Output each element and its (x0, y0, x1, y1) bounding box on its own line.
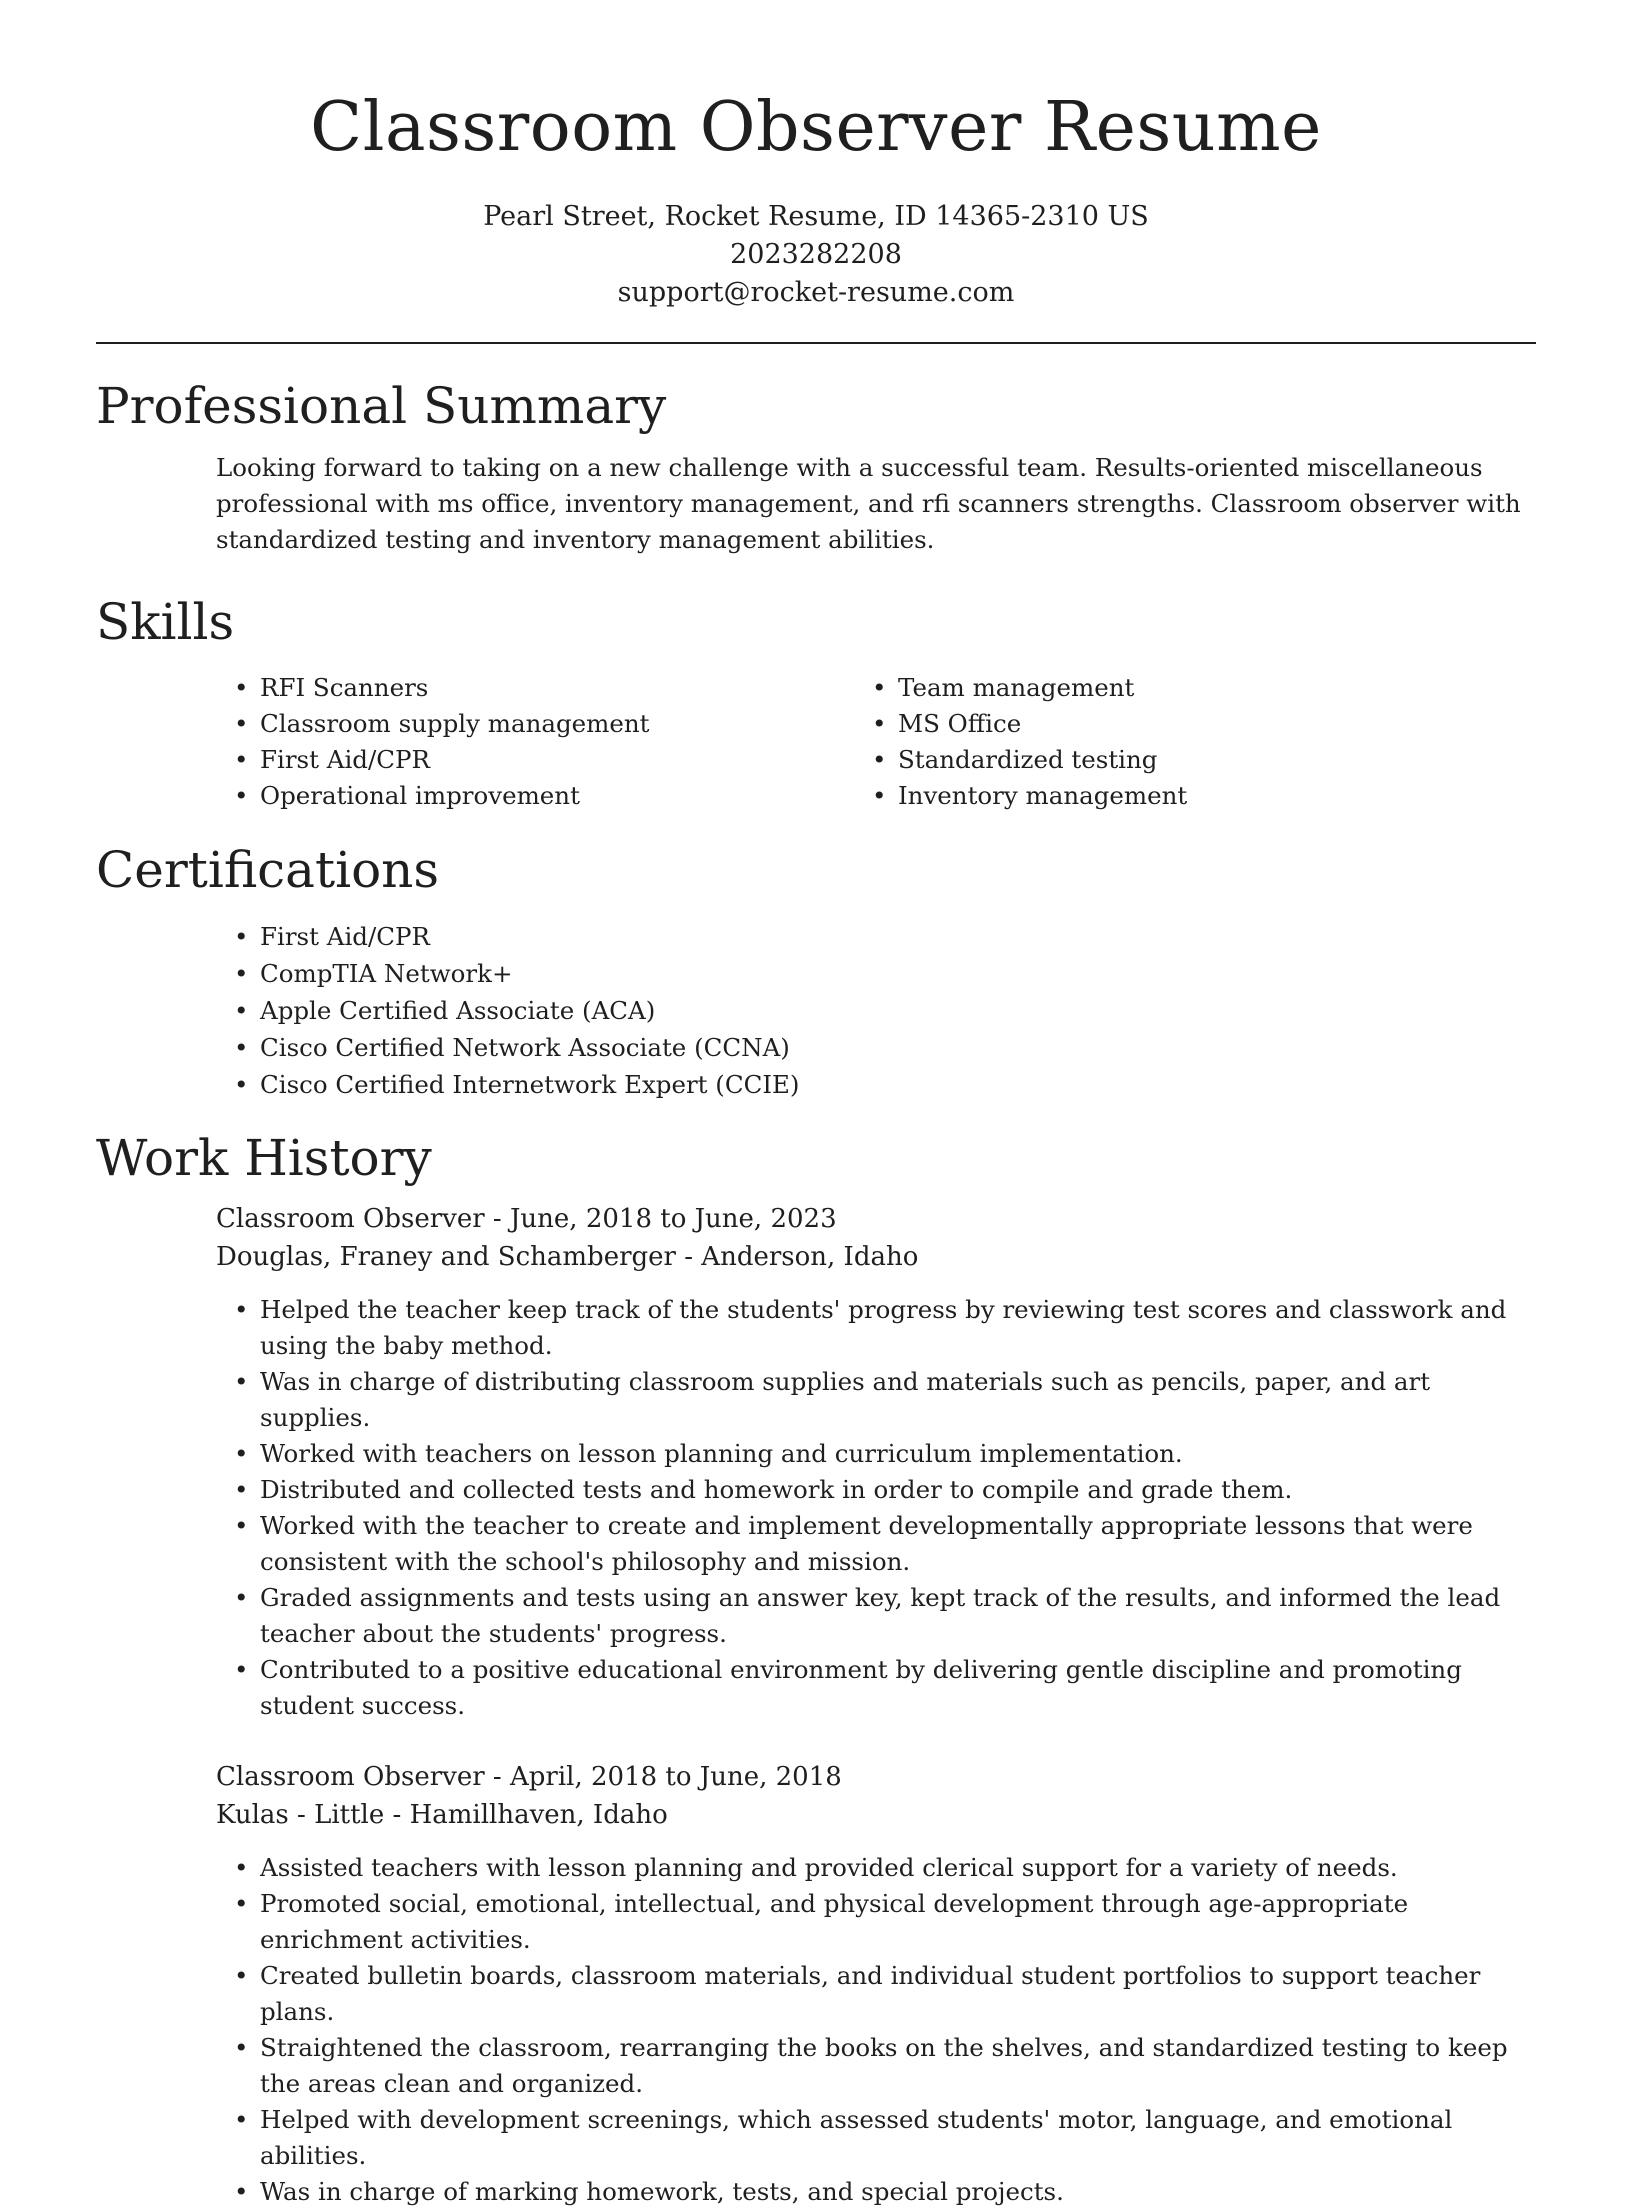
bullet-icon: • (234, 1511, 249, 1540)
address-text: Pearl Street, Rocket Resume, ID 14365-2310 US (483, 201, 1149, 232)
bullet-icon: • (234, 959, 249, 988)
job-duty-text: Distributed and collected tests and homework in order to compile and grade them. (260, 1475, 1293, 1504)
job-duties-list (234, 1292, 1536, 1724)
bullet-icon: • (872, 781, 887, 810)
skill-item (872, 742, 1536, 778)
work-history-section (96, 1128, 1536, 2210)
job-duty-item (234, 1580, 1536, 1652)
job-duty-text: Was in charge of distributing classroom supplies and materials such as pencils, paper, and art supplies. (260, 1367, 1431, 1432)
bullet-icon: • (234, 996, 249, 1025)
certification-item (234, 1029, 1536, 1066)
skills-columns (234, 670, 1536, 814)
certification-item (234, 918, 1536, 955)
skill-item (234, 706, 898, 742)
certifications-list (234, 918, 1536, 1103)
summary-text: Looking forward to taking on a new challenge with a successful team. Results-oriented miscellaneous professional with ms office, inventory management, and rfi scanners strengths. Classroom observer with standardized testing and inventory management abilities. (216, 453, 1521, 554)
job-duty-text: Promoted social, emotional, intellectual, and physical development through age-appropriate enrichment activities. (260, 1889, 1409, 1954)
job-duty-item (234, 2174, 1536, 2210)
certifications-section (96, 840, 1536, 1103)
bullet-icon: • (234, 2105, 249, 2134)
job-company-line: Douglas, Franey and Schamberger - Anderson, Idaho (216, 1242, 919, 1272)
skills-heading: Skills (96, 593, 235, 651)
skill-label: Operational improvement (260, 781, 580, 810)
job-duty-item (234, 1508, 1536, 1580)
certification-item (234, 992, 1536, 1029)
bullet-icon: • (234, 709, 249, 738)
certification-item (234, 955, 1536, 992)
skills-section (96, 592, 1536, 814)
certification-label: CompTIA Network+ (260, 959, 513, 988)
skill-label: Inventory management (898, 781, 1188, 810)
skill-label: First Aid/CPR (260, 745, 430, 774)
bullet-icon: • (234, 1475, 249, 1504)
job-duty-text: Straightened the classroom, rearranging the books on the shelves, and standardized testing to keep the areas clean and organized. (260, 2033, 1508, 2098)
summary-heading: Professional Summary (96, 377, 667, 435)
bullet-icon: • (234, 1295, 249, 1324)
job-duty-item (234, 1958, 1536, 2030)
job-company-line: Kulas - Little - Hamillhaven, Idaho (216, 1800, 668, 1830)
skill-label: Classroom supply management (260, 709, 650, 738)
bullet-icon: • (234, 1961, 249, 1990)
bullet-icon: • (872, 745, 887, 774)
bullet-icon: • (234, 2033, 249, 2062)
job-duty-text: Graded assignments and tests using an answer key, kept track of the results, and informed the lead teacher about the students' progress. (260, 1583, 1501, 1648)
job-duty-item (234, 1364, 1536, 1436)
bullet-icon: • (234, 2177, 249, 2206)
certification-label: Apple Certified Associate (ACA) (260, 996, 656, 1025)
email-text: support@rocket-resume.com (617, 277, 1015, 308)
job-duty-item (234, 2102, 1536, 2174)
bullet-icon: • (234, 781, 249, 810)
job-duty-text: Helped with development screenings, which assessed students' motor, language, and emotional abilities. (260, 2105, 1453, 2170)
skill-label: RFI Scanners (260, 673, 429, 702)
bullet-icon: • (234, 1655, 249, 1684)
job-duty-text: Worked with the teacher to create and implement developmentally appropriate lessons that were consistent with the school's philosophy and mission. (260, 1511, 1473, 1576)
skills-list-left (234, 670, 898, 814)
skill-item (872, 670, 1536, 706)
bullet-icon: • (234, 1367, 249, 1396)
bullet-icon: • (234, 922, 249, 951)
skill-label: MS Office (898, 709, 1022, 738)
resume-header (0, 0, 1632, 312)
skill-item (872, 706, 1536, 742)
job-entry (216, 1200, 1536, 1724)
bullet-icon: • (234, 1583, 249, 1612)
work-history-heading: Work History (96, 1129, 432, 1187)
resume-title: Classroom Observer Resume (310, 88, 1322, 167)
certification-label: Cisco Certified Internetwork Expert (CCIE) (260, 1070, 800, 1099)
certification-item (234, 1066, 1536, 1103)
bullet-icon: • (234, 1439, 249, 1468)
certification-label: First Aid/CPR (260, 922, 430, 951)
job-duty-item (234, 1886, 1536, 1958)
summary-section (96, 376, 1536, 558)
header-divider (96, 342, 1536, 344)
job-duty-text: Worked with teachers on lesson planning and curriculum implementation. (260, 1439, 1183, 1468)
job-duty-item (234, 1850, 1536, 1886)
bullet-icon: • (872, 673, 887, 702)
job-duty-item (234, 2030, 1536, 2102)
skill-label: Standardized testing (898, 745, 1158, 774)
job-duty-item (234, 1472, 1536, 1508)
skill-label: Team management (898, 673, 1135, 702)
bullet-icon: • (234, 673, 249, 702)
job-duty-item (234, 1652, 1536, 1724)
skills-list-right (872, 670, 1536, 814)
bullet-icon: • (234, 1070, 249, 1099)
skill-item (234, 778, 898, 814)
job-duty-text: Assisted teachers with lesson planning and provided clerical support for a variety of needs. (260, 1853, 1398, 1882)
bullet-icon: • (234, 745, 249, 774)
bullet-icon: • (234, 1853, 249, 1882)
skill-item (234, 670, 898, 706)
job-duty-item (234, 1436, 1536, 1472)
job-title-line: Classroom Observer - April, 2018 to June, 2018 (216, 1762, 842, 1792)
job-duty-text: Was in charge of marking homework, tests, and special projects. (260, 2177, 1064, 2206)
job-duty-text: Contributed to a positive educational environment by delivering gentle discipline and promoting student success. (260, 1655, 1462, 1720)
job-duties-list (234, 1850, 1536, 2210)
job-title-line: Classroom Observer - June, 2018 to June, 2023 (216, 1204, 837, 1234)
job-duty-text: Created bulletin boards, classroom materials, and individual student portfolios to support teacher plans. (260, 1961, 1481, 2026)
bullet-icon: • (234, 1033, 249, 1062)
certifications-heading: Certifications (96, 841, 440, 899)
job-entry (216, 1758, 1536, 2210)
contact-info (0, 198, 1632, 312)
job-duty-item (234, 1292, 1536, 1364)
skill-item (872, 778, 1536, 814)
bullet-icon: • (234, 1889, 249, 1918)
job-duty-text: Helped the teacher keep track of the students' progress by reviewing test scores and classwork and using the baby method. (260, 1295, 1507, 1360)
certification-label: Cisco Certified Network Associate (CCNA) (260, 1033, 790, 1062)
bullet-icon: • (872, 709, 887, 738)
skill-item (234, 742, 898, 778)
phone-text: 2023282208 (730, 239, 902, 270)
